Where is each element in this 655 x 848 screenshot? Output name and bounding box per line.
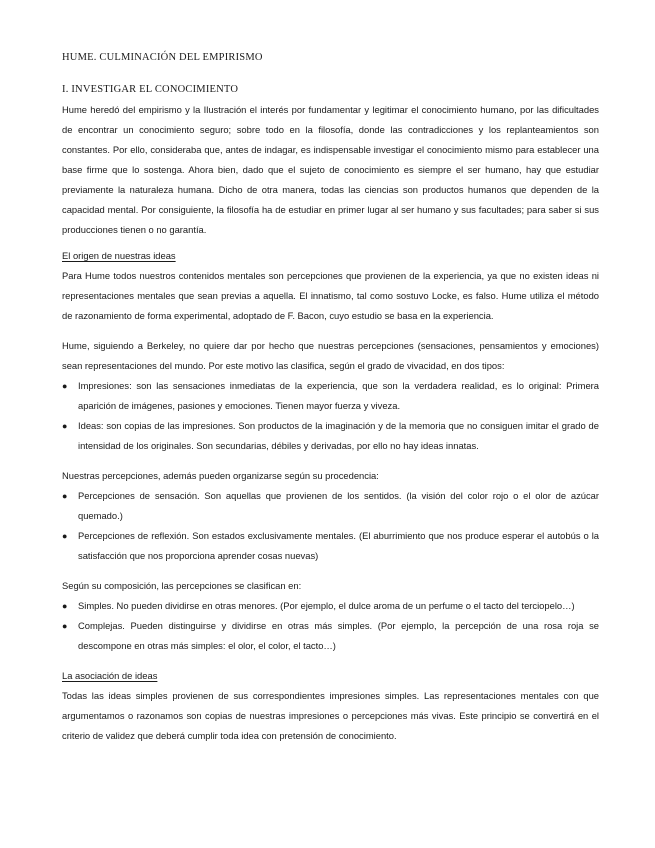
intro-paragraph: Hume heredó del empirismo y la Ilustración el interés por fundamentar y legitimar el conocimiento humano, por las dificultades de encontrar un conocimiento seguro; sobre todo en la filosofía, donde las contradicciones y los replanteamientos son constantes. Por ello, consideraba que, antes de indagar, es indispensable investigar el conocimiento mismo para establecer una base firme que lo sostenga. Ahora bien, dado que el sujeto de conocimiento es siempre el ser humano, hay que estudiar previamente la naturaleza humana. Dicho de otra manera, todas las ciencias son productos humanos que dependen de la capacidad mental. Por consiguiente, la filosofía ha de estudiar en primer lugar al ser humano y sus facultades; para saber si sus producciones tienen o no garantía. (62, 104, 599, 235)
origen-paragraph-2: Hume, siguiendo a Berkeley, no quiere dar por hecho que nuestras percepciones (sensaciones, pensamientos y emociones) sean representaciones del mundo. Por este motivo las clasifica, según el grado de vivacidad, en dos tipos: (62, 340, 599, 371)
bullet-icon: ● (62, 421, 68, 431)
tipos-list (62, 376, 599, 456)
asociacion-paragraph: Todas las ideas simples provienen de sus correspondientes impresiones simples. Las representaciones mentales con que argumentamos o razonamos son copias de nuestras impresiones o percepciones más vivas. Este principio se convertirá en el criterio de validez que deberá cumplir toda idea con pretensión de conocimiento. (62, 690, 599, 741)
list-item: ● Ideas: son copias de las impresiones. Son productos de la imaginación y de la memoria que no consiguen imitar el grado de intensidad de los originales. Son secundarias, débiles y derivadas, por ello no hay ideas innatas. (62, 416, 599, 456)
bullet-icon: ● (62, 621, 68, 631)
composicion-list (62, 596, 599, 656)
bullet-icon: ● (62, 491, 68, 501)
bullet-icon: ● (62, 531, 68, 541)
bullet-icon: ● (62, 601, 68, 611)
origen-heading: El origen de nuestras ideas (62, 250, 176, 261)
composicion-intro: Según su composición, las percepciones se clasifican en: (62, 580, 302, 591)
list-item: ● Complejas. Pueden distinguirse y dividirse en otras más simples. (Por ejemplo, la percepción de una rosa roja se descompone en otras más simples: el olor, el color, el tacto…) (62, 616, 599, 656)
document-title: HUME. CULMINACIÓN DEL EMPIRISMO (62, 52, 263, 63)
section-title: I. INVESTIGAR EL CONOCIMIENTO (62, 84, 239, 95)
procedencia-intro: Nuestras percepciones, además pueden organizarse según su procedencia: (62, 470, 379, 481)
list-item: ● Percepciones de reflexión. Son estados exclusivamente mentales. (El aburrimiento que nos produce esperar el autobús o la satisfacción que nos proporciona aprender cosas nuevas) (62, 526, 599, 566)
procedencia-list (62, 486, 599, 566)
asociacion-heading: La asociación de ideas (62, 670, 158, 681)
list-item: ● Simples. No pueden dividirse en otras menores. (Por ejemplo, el dulce aroma de un perfume o el tacto del terciopelo…) (62, 596, 599, 616)
origen-paragraph-1: Para Hume todos nuestros contenidos mentales son percepciones que provienen de la experiencia, ya que no existen ideas ni representaciones mentales que sean previas a aquella. El innatismo, tal como sostuvo Locke, es falso. Hume utiliza el método de razonamiento de forma experimental, adoptado de F. Bacon, cuyo estudio se basa en la experiencia. (62, 270, 599, 321)
list-item: ● Percepciones de sensación. Son aquellas que provienen de los sentidos. (la visión del color rojo o el olor de azúcar quemado.) (62, 486, 599, 526)
bullet-icon: ● (62, 381, 68, 391)
list-item: ● Impresiones: son las sensaciones inmediatas de la experiencia, que son la verdadera realidad, es lo original: Primera aparición de imágenes, pasiones y emociones. Tienen mayor fuerza y viveza. (62, 376, 599, 416)
